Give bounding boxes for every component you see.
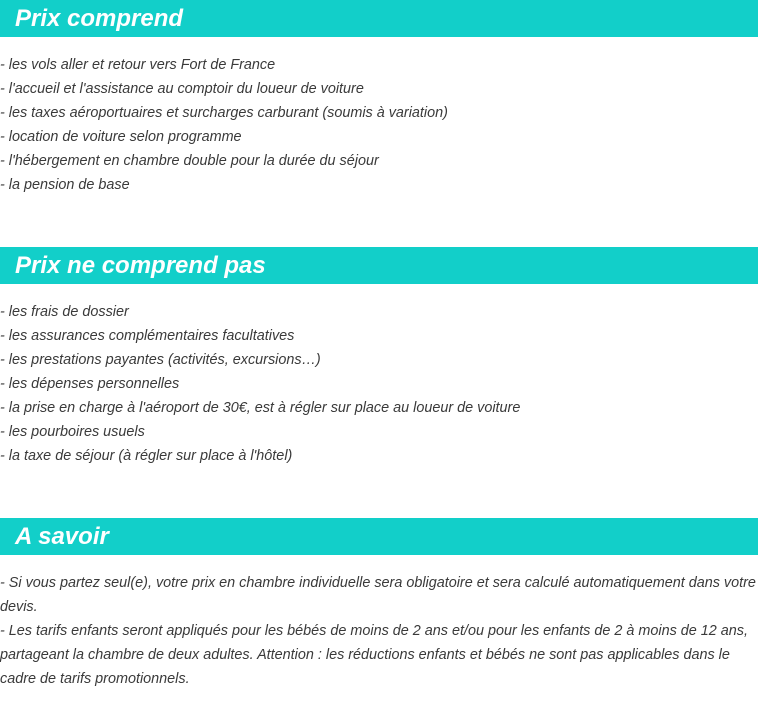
section-prix-ne-comprend-pas <box>0 247 758 468</box>
list-item: - les prestations payantes (activités, excursions…) <box>0 352 321 368</box>
section-a-savoir <box>0 518 758 691</box>
list-item: - les vols aller et retour vers Fort de France <box>0 57 276 73</box>
info-paragraph: - Si vous partez seul(e), votre prix en chambre individuelle sera obligatoire et sera calculé automatiquement dans votre devis. <box>0 575 756 615</box>
list-item: - l'hébergement en chambre double pour la durée du séjour <box>0 153 379 169</box>
included-list <box>0 53 758 197</box>
list-item: - les taxes aéroportuaires et surcharges carburant (soumis à variation) <box>0 105 448 121</box>
list-item: - les pourboires usuels <box>0 424 145 440</box>
excluded-list <box>0 300 758 468</box>
list-item: - la taxe de séjour (à régler sur place à l'hôtel) <box>0 448 293 464</box>
info-paragraph: - Les tarifs enfants seront appliqués pour les bébés de moins de 2 ans et/ou pour les enfants de 2 à moins de 12 ans, partageant la chambre de deux adultes. Attention : les réductions enfants et bébés ne sont pas applicables dans le cadre de tarifs promotionnels. <box>0 623 748 687</box>
list-item: - les frais de dossier <box>0 304 129 320</box>
list-item: - la prise en charge à l'aéroport de 30€, est à régler sur place au loueur de voiture <box>0 400 521 416</box>
section-prix-comprend <box>0 0 758 197</box>
section-title: Prix ne comprend pas <box>0 247 758 284</box>
list-item: - la pension de base <box>0 177 130 193</box>
list-item: - les dépenses personnelles <box>0 376 180 392</box>
list-item: - l'accueil et l'assistance au comptoir du loueur de voiture <box>0 81 364 97</box>
list-item: - les assurances complémentaires facultatives <box>0 328 295 344</box>
list-item: - location de voiture selon programme <box>0 129 242 145</box>
section-title: A savoir <box>0 518 758 555</box>
section-title: Prix comprend <box>0 0 758 37</box>
info-paragraphs <box>0 571 758 691</box>
